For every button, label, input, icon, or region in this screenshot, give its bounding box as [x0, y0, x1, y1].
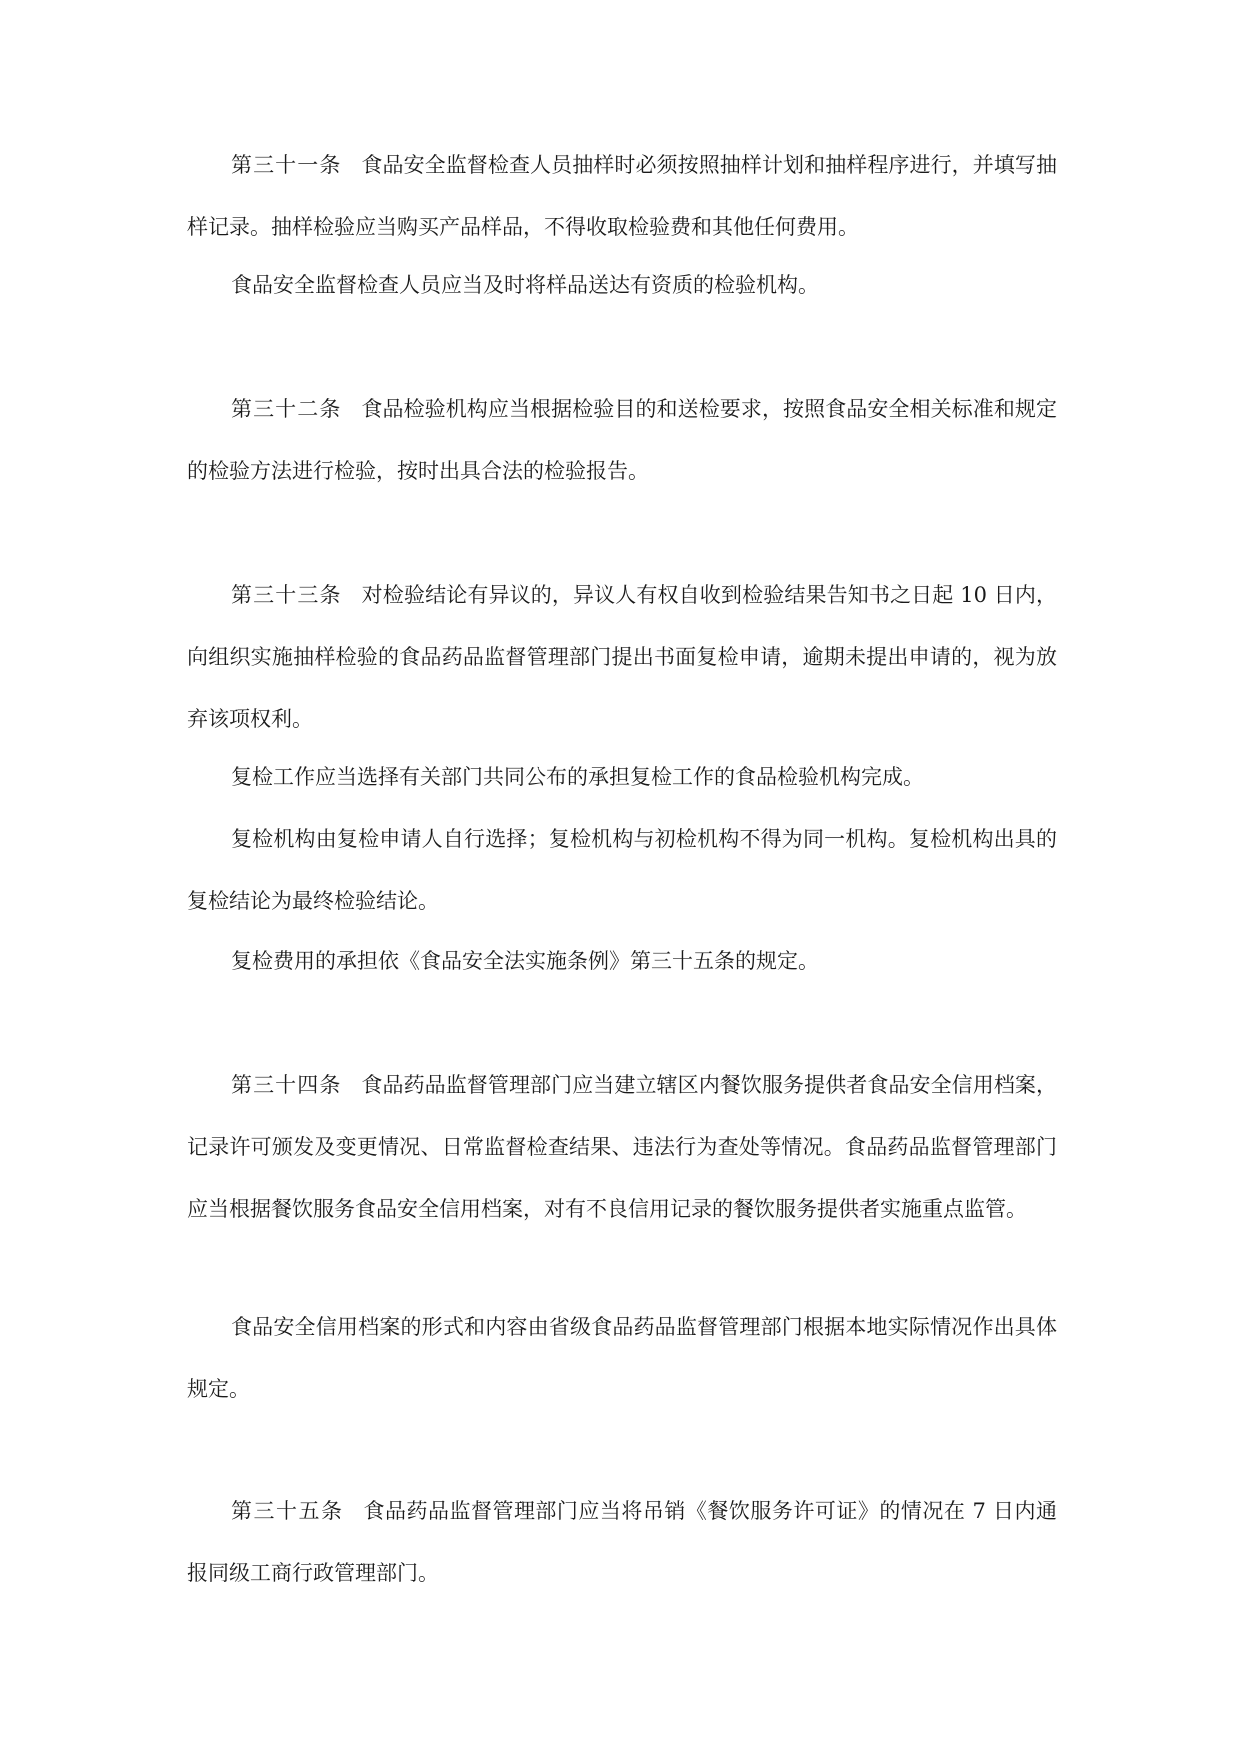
paragraph-article-33-sub1 [187, 746, 1057, 808]
paragraph-text: 食品安全监督检查人员抽样时必须按照抽样计划和抽样程序进行，并填写抽样记录。抽样检验应当购买产品样品，不得收取检验费和其他任何费用。 [187, 153, 1057, 239]
paragraph-article-33-sub2 [187, 808, 1057, 932]
paragraph-text: 食品检验机构应当根据检验目的和送检要求，按照食品安全相关标准和规定的检验方法进行检验，按时出具合法的检验报告。 [187, 397, 1057, 483]
paragraph-article-31-sub [187, 254, 1057, 316]
article-number: 第三十四条 [231, 1073, 342, 1097]
article-number: 第三十三条 [231, 583, 342, 607]
paragraph-text: 食品安全监督检查人员应当及时将样品送达有资质的检验机构。 [231, 273, 819, 297]
paragraph-text: 食品药品监督管理部门应当建立辖区内餐饮服务提供者食品安全信用档案，记录许可颁发及变更情况、日常监督检查结果、违法行为查处等情况。食品药品监督管理部门应当根据餐饮服务食品安全信用档案，对有不良信用记录的餐饮服务提供者实施重点监管。 [187, 1073, 1057, 1221]
article-number: 第三十五条 [231, 1499, 344, 1523]
paragraph-text: 对检验结论有异议的，异议人有权自收到检验结果告知书之日起 10 日内，向组织实施抽样检验的食品药品监督管理部门提出书面复检申请，逾期未提出申请的，视为放弃该项权利。 [187, 583, 1057, 731]
paragraph-article-34-sub [187, 1296, 1057, 1420]
paragraph-article-34 [187, 1054, 1057, 1240]
article-number: 第三十一条 [231, 153, 342, 177]
paragraph-text: 复检费用的承担依《食品安全法实施条例》第三十五条的规定。 [231, 949, 819, 973]
paragraph-article-32 [187, 378, 1057, 502]
paragraph-article-31 [187, 134, 1057, 258]
paragraph-article-33-sub3 [187, 930, 1057, 992]
article-number: 第三十二条 [231, 397, 342, 421]
paragraph-text: 复检工作应当选择有关部门共同公布的承担复检工作的食品检验机构完成。 [231, 765, 924, 789]
paragraph-article-33 [187, 564, 1057, 750]
paragraph-text: 食品安全信用档案的形式和内容由省级食品药品监督管理部门根据本地实际情况作出具体规定。 [187, 1315, 1057, 1401]
paragraph-text: 复检机构由复检申请人自行选择；复检机构与初检机构不得为同一机构。复检机构出具的复检结论为最终检验结论。 [187, 827, 1057, 913]
paragraph-text: 食品药品监督管理部门应当将吊销《餐饮服务许可证》的情况在 7 日内通报同级工商行政管理部门。 [187, 1499, 1058, 1585]
paragraph-article-35 [187, 1480, 1057, 1604]
